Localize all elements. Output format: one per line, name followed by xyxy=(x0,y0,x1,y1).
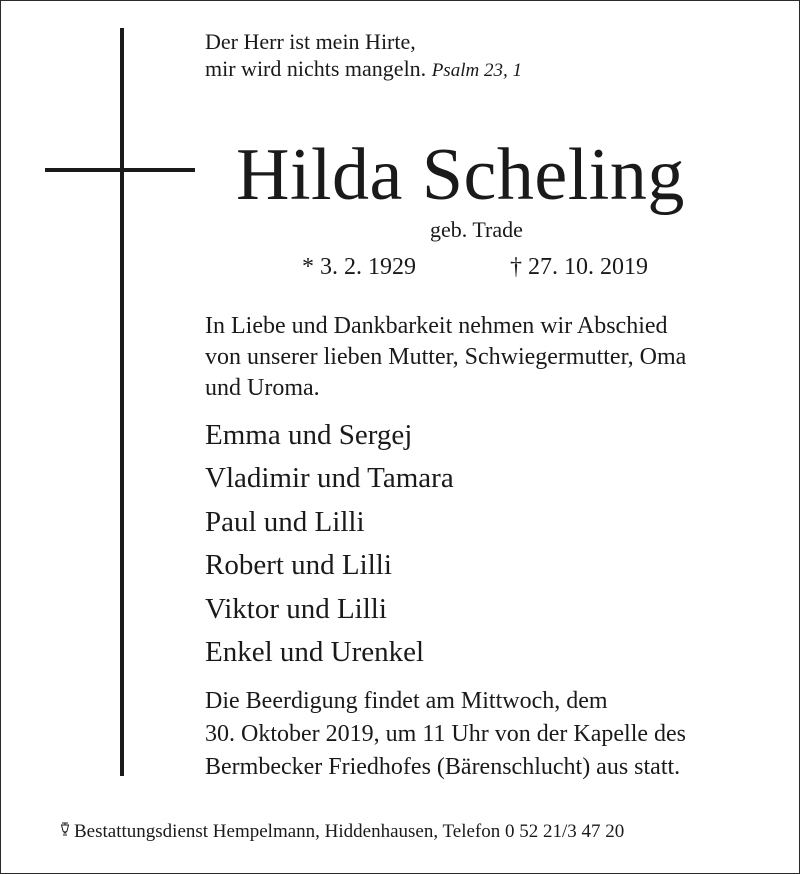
farewell-text xyxy=(205,311,686,404)
birth-date: * 3. 2. 1929 xyxy=(302,254,416,280)
mourners-list xyxy=(205,414,454,674)
funeral-home-text: Bestattungsdienst Hempelmann, Hiddenhausen, Telefon 0 52 21/3 47 20 xyxy=(74,821,625,842)
psalm-line-1: Der Herr ist mein Hirte, xyxy=(205,29,416,54)
farewell-line: In Liebe und Dankbarkeit nehmen wir Abschied xyxy=(205,313,668,339)
funeral-urn-icon xyxy=(60,819,70,843)
funeral-home-footer xyxy=(60,820,624,844)
mourner-item: Paul und Lilli xyxy=(205,505,365,538)
psalm-reference: Psalm 23, 1 xyxy=(431,60,522,81)
psalm-line-2 xyxy=(205,55,522,84)
psalm-line-2-text: mir wird nichts mangeln. xyxy=(205,56,427,81)
farewell-line: von unserer lieben Mutter, Schwiegermutter, Oma xyxy=(205,344,687,370)
funeral-line: Die Beerdigung findet am Mittwoch, dem xyxy=(205,688,608,714)
birth-name: geb. Trade xyxy=(430,217,523,242)
mourner-item: Emma und Sergej xyxy=(205,419,413,451)
funeral-line: Bermbecker Friedhofes (Bärenschlucht) aus statt. xyxy=(205,754,681,780)
deceased-name: Hilda Scheling xyxy=(236,134,685,216)
funeral-details xyxy=(205,685,686,784)
mourner-item: Enkel und Urenkel xyxy=(205,636,425,669)
farewell-line: und Uroma. xyxy=(205,375,320,401)
cross-icon-horizontal-bar xyxy=(45,168,195,172)
mourner-item: Viktor und Lilli xyxy=(205,592,387,625)
funeral-line: 30. Oktober 2019, um 11 Uhr von der Kapelle des xyxy=(205,721,687,747)
psalm-quote xyxy=(205,28,522,84)
mourner-item: Vladimir und Tamara xyxy=(205,462,454,495)
death-date: † 27. 10. 2019 xyxy=(510,254,648,280)
mourner-item: Robert und Lilli xyxy=(205,549,392,582)
cross-icon-vertical-bar xyxy=(120,28,124,776)
